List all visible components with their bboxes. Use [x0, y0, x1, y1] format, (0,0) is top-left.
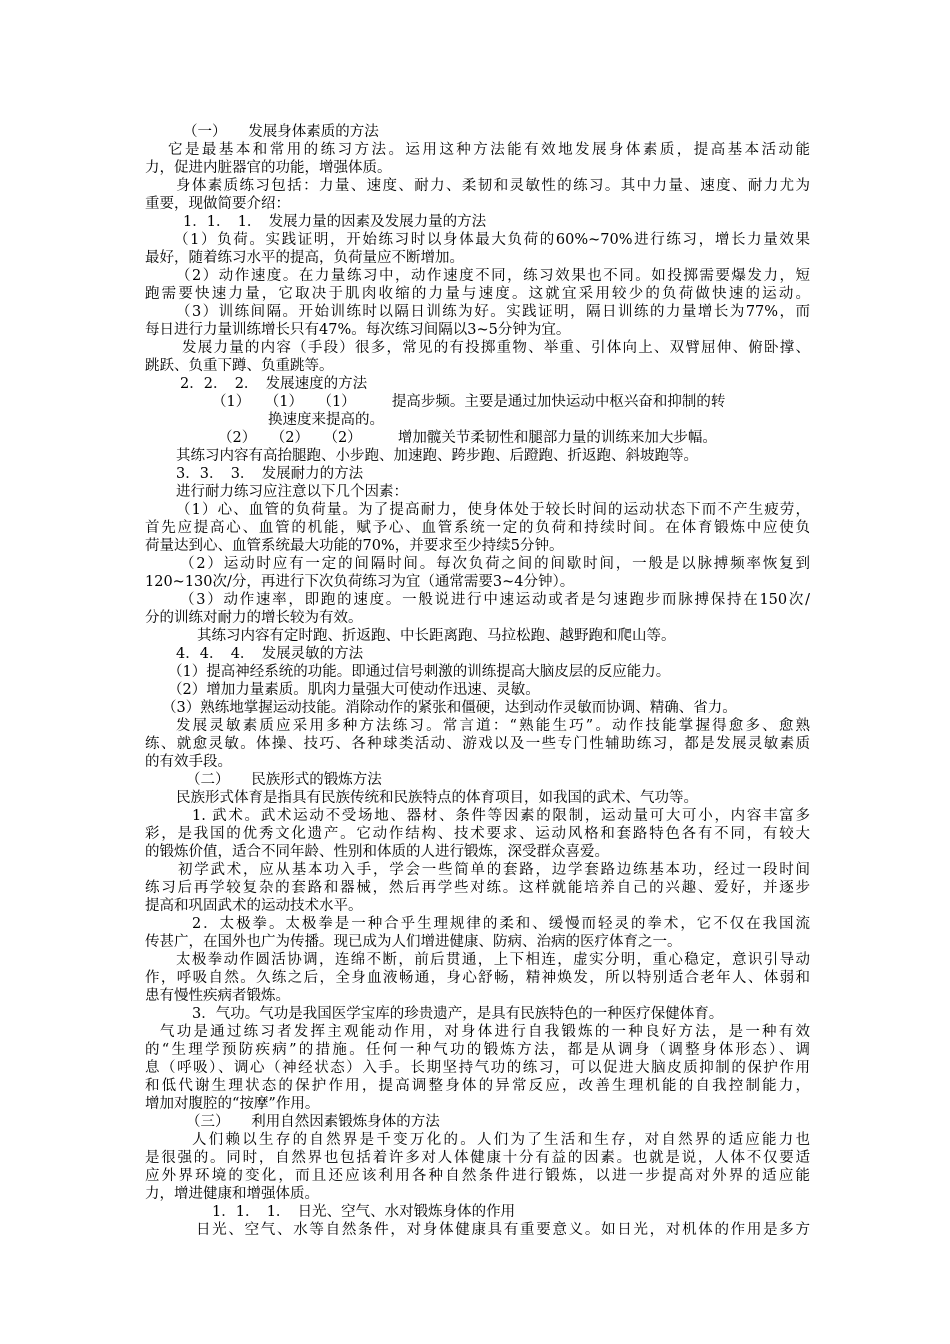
paragraph-line: 身体素质练习包括：力量、速度、耐力、柔韧和灵敏性的练习。其中力量、速度、耐力尤为 — [176, 178, 810, 194]
paragraph-line: 跑需要快速力量，它取决于肌肉收缩的力量与速度。这就宜采用较少的负荷做快速的运动。 — [145, 286, 810, 302]
paragraph-line: 人们赖以生存的自然界是千变万化的。人们为了生活和生存，对自然界的适应能力也 — [192, 1132, 810, 1148]
paragraph-line: 练习后再学较复杂的套路和器械，然后再学些对练。这样就能培养自己的兴趣、爱好，并逐步 — [145, 880, 810, 896]
paragraph-line: 发展灵敏素质应采用多种方法练习。常言道：“熟能生巧”。动作技能掌握得愈多、愈熟 — [176, 718, 810, 734]
paragraph-line: 120~130次/分，再进行下次负荷练习为宜（通常需要3~4分钟）。 — [145, 574, 575, 590]
paragraph-line: 最好，随着练习水平的提高，负荷量应不断增加。 — [145, 250, 464, 266]
paragraph-line: 荷量达到心、血管系统最大功能的70%，并要求至少持续5分钟。 — [145, 538, 564, 554]
paragraph-line: 的“生理学预防疾病”的措施。任何一种气功的锻炼方法，都是从调身（调整身体形态）、调 — [145, 1042, 810, 1058]
paragraph-line: 是很强的。同时，自然界也包括着许多对人体健康十分有益的因素。也就是说，人体不仅要适 — [145, 1150, 810, 1166]
section-heading: （三） 利用自然因素锻炼身体的方法 — [186, 1114, 440, 1130]
paragraph-line: （1）心、血管的负荷量。为了提高耐力，使身体处于较长时间的运动状态下而不产生疲劳， — [176, 502, 810, 518]
paragraph-line: 增加对腹腔的“按摩”作用。 — [145, 1096, 320, 1112]
paragraph-line: 2．太极拳。太极拳是一种合乎生理规律的柔和、缓慢而轻灵的拳术，它不仅在我国流 — [192, 916, 810, 932]
section-heading: （一） 发展身体素质的方法 — [183, 124, 379, 140]
paragraph-line: 作，呼吸自然。久练之后，全身血液畅通，身心舒畅，精神焕发，所以特别适合老年人、体弱和 — [145, 970, 810, 986]
paragraph-line: （3）训练间隔。开始训练时以隔日训练为好。实践证明，隔日训练的力量增长为77%，而 — [176, 304, 810, 320]
paragraph-line: 首先应提高心、血管的机能，赋予心、血管系统一定的负荷和持续时间。在体育锻炼中应使负 — [145, 520, 810, 536]
paragraph-line: 传甚广，在国外也广为传播。现已成为人们增进健康、防病、治病的医疗体育之一。 — [145, 934, 682, 950]
subsection-heading: 4．4． 4． 发展灵敏的方法 — [176, 646, 364, 662]
subsection-heading: 1．1． 1． 发展力量的因素及发展力量的方法 — [183, 214, 487, 230]
list-item: （1） （1） （1） 提高步频。主要是通过加快运动中枢兴奋和抑制的转 — [212, 394, 726, 410]
paragraph-line: 重要，现做简要介绍： — [145, 196, 290, 212]
list-item: （3）熟练地掌握运动技能。消除动作的紧张和僵硬，达到动作灵敏而协调、精确、省力。 — [162, 700, 737, 716]
paragraph-line: 民族形式体育是指具有民族传统和民族特点的体育项目，如我国的武术、气功等。 — [176, 790, 698, 806]
paragraph-line: 力，增进健康和增强体质。 — [145, 1186, 319, 1202]
paragraph-line: 进行耐力练习应注意以下几个因素： — [176, 484, 408, 500]
paragraph-line: 提高和巩固武术的运动技术水平。 — [145, 898, 363, 914]
paragraph-line: 患有慢性疾病者锻炼。 — [145, 988, 290, 1004]
paragraph-line: 它是最基本和常用的练习方法。运用这种方法能有效地发展身体素质，提高基本活动能 — [168, 142, 810, 158]
paragraph-line: 气功是通过练习者发挥主观能动作用，对身体进行自我锻炼的一种良好方法，是一种有效 — [160, 1024, 810, 1040]
list-item: 换速度来提高的。 — [268, 412, 384, 428]
list-item: （1）提高神经系统的功能。即通过信号刺激的训练提高大脑皮层的反应能力。 — [168, 664, 671, 680]
paragraph-line: 每日进行力量训练增长只有47%。每次练习间隔以3~5分钟为宜。 — [145, 322, 571, 338]
paragraph-line: 发展力量的内容（手段）很多，常见的有投掷重物、举重、引体向上、双臂屈伸、俯卧撑、 — [182, 340, 810, 356]
paragraph-line: 息（呼吸）、调心（神经状态）入手。长期坚持气功的练习，可以促进大脑皮质抑制的保护作用 — [145, 1060, 810, 1076]
paragraph-line: 和低代谢生理状态的保护作用，提高调整身体的异常反应，改善生理机能的自我控制能力， — [145, 1078, 810, 1094]
paragraph-line: 的锻炼价值，适合不同年龄、性别和体质的人进行锻炼，深受群众喜爱。 — [145, 844, 609, 860]
paragraph-line: 跳跃、负重下蹲、负重跳等。 — [145, 358, 334, 374]
paragraph-line: （2）动作速度。在力量练习中，动作速度不同，练习效果也不同。如投掷需要爆发力，短 — [176, 268, 810, 284]
paragraph-line: 的有效手段。 — [145, 754, 232, 770]
paragraph-line: 1. 武术。武术运动不受场地、器材、条件等因素的限制，运动量可大可小，内容丰富多 — [192, 808, 810, 824]
paragraph-line: （3）动作速率，即跑的速度。一般说进行中速运动或者是匀速跑步而脉搏保持在150次/ — [180, 592, 810, 608]
paragraph-line: 彩，是我国的优秀文化遗产。它动作结构、技术要求、运动风格和套路特色各有不同，有较大 — [145, 826, 810, 842]
paragraph-line: 日光、空气、水等自然条件，对身体健康具有重要意义。如日光，对机体的作用是多方 — [196, 1222, 810, 1238]
paragraph-line: 分的训练对耐力的增长较为有效。 — [145, 610, 363, 626]
paragraph-line: （2）运动时应有一定的间隔时间。每次负荷之间的间歇时间，一般是以脉搏频率恢复到 — [180, 556, 810, 572]
paragraph-line: 力，促进内脏器官的功能，增强体质。 — [145, 160, 392, 176]
subsection-heading: 3．3． 3． 发展耐力的方法 — [176, 466, 364, 482]
paragraph-line: 太极拳动作圆活协调，连绵不断，前后贯通，上下相连，虚实分明，重心稳定，意识引导动 — [176, 952, 810, 968]
subsection-heading: 1．1． 1． 日光、空气、水对锻炼身体的作用 — [212, 1204, 516, 1220]
paragraph-line: 3．气功。气功是我国医学宝库的珍贵遗产，是具有民族特色的一种医疗保健体育。 — [192, 1006, 724, 1022]
paragraph-line: 初学武术，应从基本功入手，学会一些简单的套路，边学套路边练基本功，经过一段时间 — [178, 862, 810, 878]
list-item: （2）增加力量素质。肌肉力量强大可使动作迅速、灵敏。 — [168, 682, 540, 698]
paragraph-line: 其练习内容有定时跑、折返跑、中长距离跑、马拉松跑、越野跑和爬山等。 — [197, 628, 676, 644]
paragraph-line: 其练习内容有高抬腿跑、小步跑、加速跑、跨步跑、后蹬跑、折返跑、斜坡跑等。 — [176, 448, 698, 464]
subsection-heading: 2．2． 2． 发展速度的方法 — [180, 376, 368, 392]
paragraph-line: 应外界环境的变化，而且还应该利用各种自然条件进行锻炼，以进一步提高对外界的适应能 — [145, 1168, 810, 1184]
list-item: （2） （2） （2） 增加髋关节柔韧性和腿部力量的训练来加大步幅。 — [218, 430, 717, 446]
paragraph-line: （1）负荷。实践证明，开始练习时以身体最大负荷的60%~70%进行练习，增长力量效果 — [174, 232, 810, 248]
paragraph-line: 练、就愈灵敏。体操、技巧、各种球类活动、游戏以及一些专门性辅助练习，都是发展灵敏素质 — [145, 736, 810, 752]
section-heading: （二） 民族形式的锻炼方法 — [186, 772, 382, 788]
